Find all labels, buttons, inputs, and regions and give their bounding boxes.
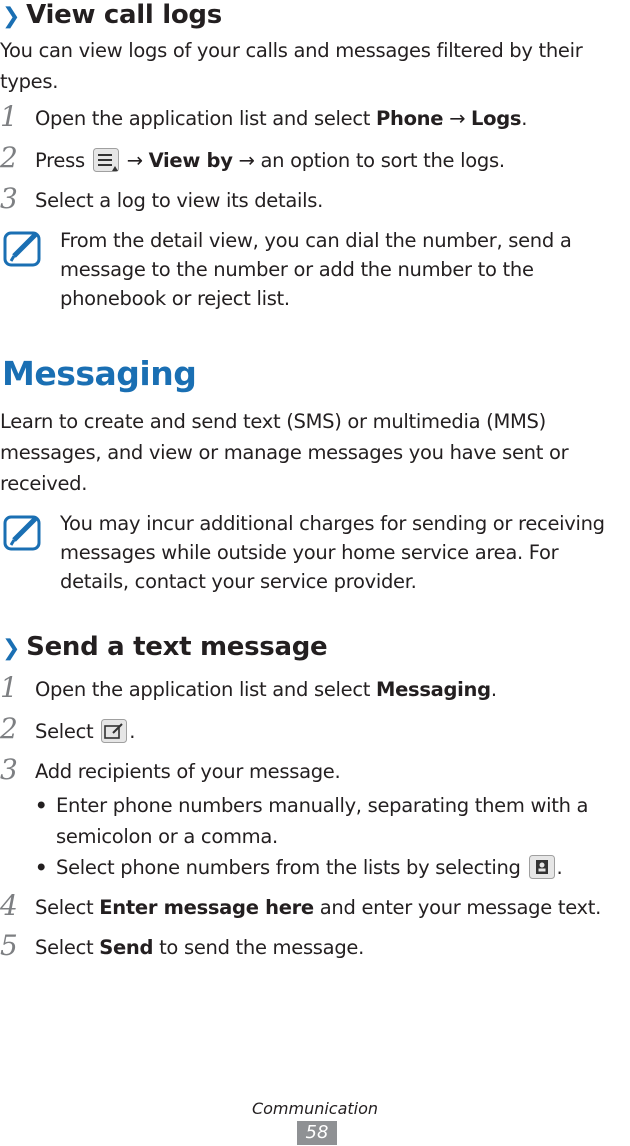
step-3: [0, 753, 628, 794]
menu-icon: [93, 148, 119, 172]
step-1: [0, 100, 628, 141]
step-number: 1: [0, 671, 18, 704]
chevron-right-icon: ❯: [2, 4, 21, 29]
bullet-dot: •: [35, 794, 48, 817]
note-text: From the detail view, you can dial the number, send a message to the number or add the number to the phonebook or reject list.: [60, 229, 572, 310]
step-number: 1: [0, 100, 18, 133]
step-number: 3: [0, 753, 18, 786]
step-text: Press → View by → an option to sort the logs.: [35, 149, 505, 172]
bullet-dot: •: [35, 856, 48, 879]
contacts-icon: [529, 855, 555, 879]
step-text: Open the application list and select Messaging.: [35, 678, 497, 701]
step-number: 2: [0, 141, 18, 174]
note-pencil-icon: [2, 228, 44, 270]
step-text: Select a log to view its details.: [35, 189, 323, 212]
intro-paragraph: You can view logs of your calls and messages filtered by their types.: [0, 39, 583, 93]
section-heading-send-text: [2, 632, 327, 662]
bullet-text: Enter phone numbers manually, separating them with a semicolon or a comma.: [56, 794, 589, 848]
bullet-item: [35, 790, 628, 852]
note-text: You may incur additional charges for sending or receiving messages while outside your home service area. For details, contact your service provider.: [60, 512, 605, 593]
heading-text: Send a text message: [26, 632, 328, 662]
step-5: [0, 929, 628, 970]
step-2: [0, 141, 628, 182]
heading-text: View call logs: [26, 0, 222, 30]
messaging-intro: Learn to create and send text (SMS) or multimedia (MMS) messages, and view or manage messages you have sent or received.: [0, 410, 569, 495]
note-pencil-icon: [2, 512, 44, 554]
step-number: 4: [0, 889, 18, 922]
step-text: Open the application list and select Phone → Logs.: [35, 107, 528, 130]
step-number: 5: [0, 929, 18, 962]
step-text: Add recipients of your message.: [35, 760, 341, 783]
step-text: Select Enter message here and enter your message text.: [35, 896, 602, 919]
step-4: [0, 889, 628, 930]
page-number-badge: 58: [297, 1121, 337, 1145]
step-number: 3: [0, 182, 18, 215]
step-text: Select Send to send the message.: [35, 936, 364, 959]
bullet-item: [35, 852, 628, 883]
step-3: [0, 182, 628, 223]
section-heading-view-call-logs: [2, 0, 222, 30]
bullet-text: Select phone numbers from the lists by selecting .: [56, 856, 563, 879]
chevron-right-icon: ❯: [2, 636, 21, 661]
step-2: [0, 712, 628, 753]
compose-icon: [101, 719, 127, 743]
step-1: [0, 671, 628, 712]
step-number: 2: [0, 712, 18, 745]
page-title-messaging: Messaging: [2, 354, 197, 393]
footer-section-label: Communication: [251, 1099, 379, 1118]
step-text: Select .: [35, 720, 136, 743]
